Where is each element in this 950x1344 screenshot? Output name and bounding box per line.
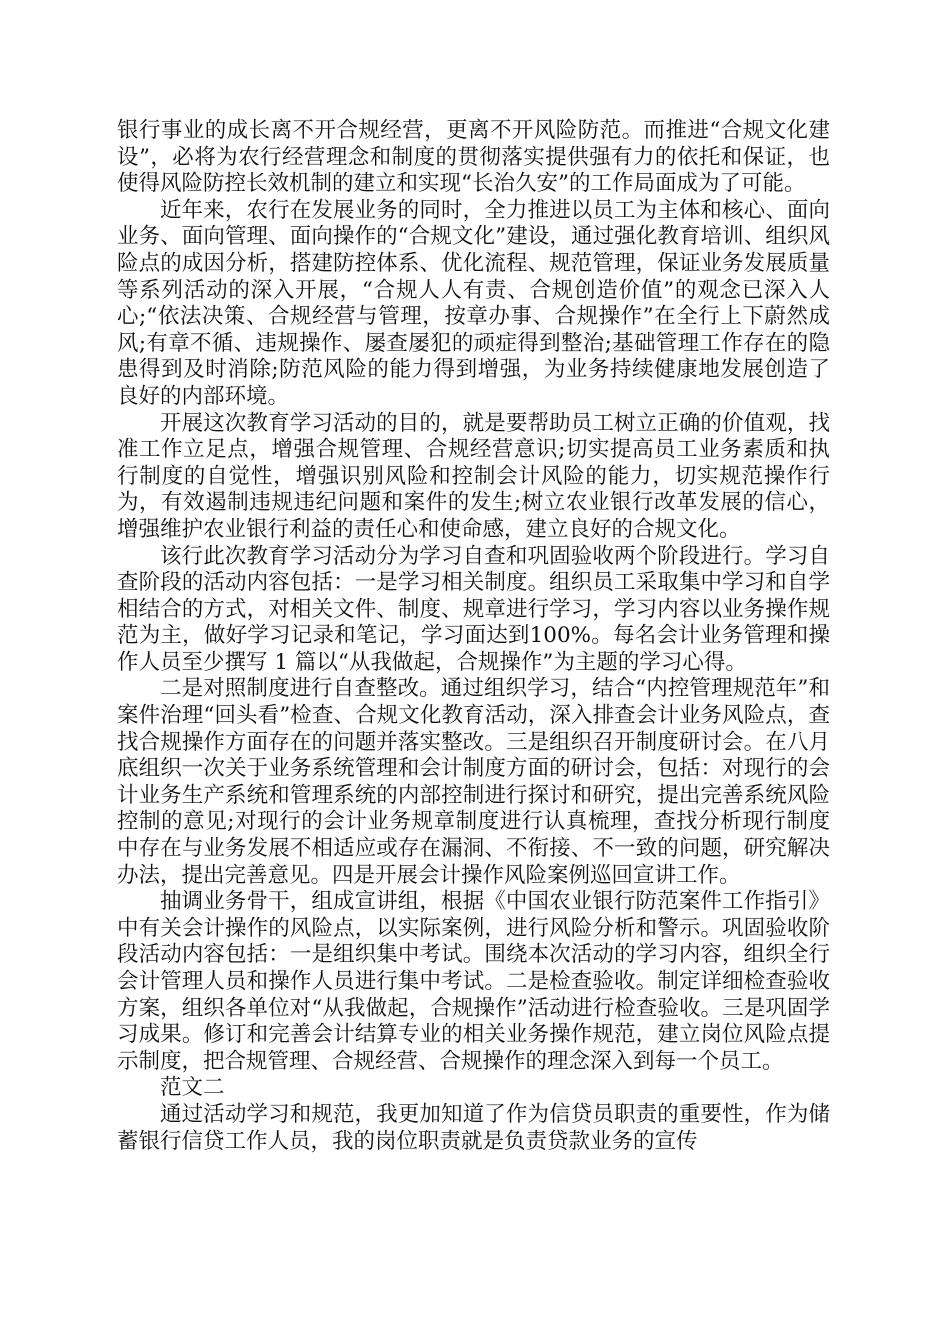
paragraph-7: 通过活动学习和规范，我更加知道了作为信贷员职责的重要性，作为储蓄银行信贷工作人员，我的岗位职责就是负责贷款业务的宣传 — [117, 1101, 830, 1154]
paragraph-2: 近年来，农行在发展业务的同时，全力推进以员工为主体和核心、面向业务、面向管理、面向操作的“合规文化”建设，通过强化教育培训、组织风险点的成因分析，搭建防控体系、优化流程、规范管理，保证业务发展质量等系列活动的深入开展，“合规人人有责、合规创造价值”的观念已深入人心;“依法决策、合规经营与管理，按章办事、合规操作”在全行上下蔚然成风;有章不循、违规操作、屡查屡犯的顽症得到整治;基础管理工作存在的隐患得到及时消除;防范风险的能力得到增强，为业务持续健康地发展创造了良好的内部环境。 — [117, 197, 830, 409]
paragraph-1: 银行事业的成长离不开合规经营，更离不开风险防范。而推进“合规文化建设”，必将为农行经营理念和制度的贯彻落实提供强有力的依托和保证，也使得风险防控长效机制的建立和实现“长治久安”的工作局面成为了可能。 — [117, 118, 830, 197]
paragraph-5: 二是对照制度进行自查整改。通过组织学习，结合“内控管理规范年”和案件治理“回头看”检查、合规文化教育活动，深入排查会计业务风险点，查找合规操作方面存在的问题并落实整改。三是组织召开制度研讨会。在八月底组织一次关于业务系统管理和会计制度方面的研讨会，包括：对现行的会计业务生产系统和管理系统的内部控制进行探讨和研究，提出完善系统风险控制的意见;对现行的会计业务规章制度进行认真梳理，查找分析现行制度中存在与业务发展不相适应或存在漏洞、不衔接、不一致的问题，研究解决办法，提出完善意见。四是开展会计操作风险案例巡回宣讲工作。 — [117, 676, 830, 888]
document-body — [117, 118, 830, 1155]
paragraph-3: 开展这次教育学习活动的目的，就是要帮助员工树立正确的价值观，找准工作立足点，增强合规管理、合规经营意识;切实提高员工业务素质和执行制度的自觉性，增强识别风险和控制会计风险的能力，切实规范操作行为，有效遏制违规违纪问题和案件的发生;树立农业银行改革发展的信心，增强维护农业银行利益的责任心和使命感，建立良好的合规文化。 — [117, 410, 830, 542]
section-heading-fanwen-er: 范文二 — [160, 1075, 225, 1101]
paragraph-6: 抽调业务骨干，组成宣讲组，根据《中国农业银行防范案件工作指引》中有关会计操作的风险点，以实际案例，进行风险分析和警示。巩固验收阶段活动内容包括：一是组织集中考试。围绕本次活动的学习内容，组织全行会计管理人员和操作人员进行集中考试。二是检查验收。制定详细检查验收方案，组织各单位对“从我做起，合规操作”活动进行检查验收。三是巩固学习成果。修订和完善会计结算专业的相关业务操作规范，建立岗位风险点提示制度，把合规管理、合规经营、合规操作的理念深入到每一个员工。 — [117, 889, 830, 1074]
paragraph-4: 该行此次教育学习活动分为学习自查和巩固验收两个阶段进行。学习自查阶段的活动内容包括：一是学习相关制度。组织员工采取集中学习和自学相结合的方式，对相关文件、制度、规章进行学习，学习内容以业务操作规范为主，做好学习记录和笔记，学习面达到100%。每名会计业务管理和操作人员至少撰写 1 篇以“从我做起，合规操作”为主题的学习心得。 — [117, 543, 830, 675]
